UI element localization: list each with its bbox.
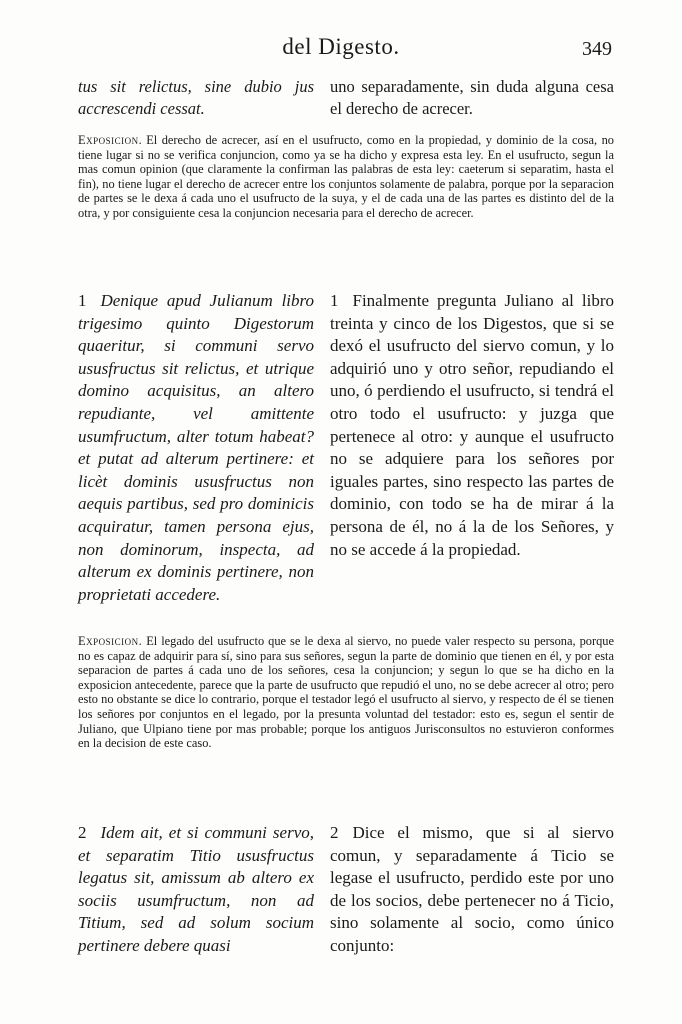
page-header	[0, 34, 682, 64]
spanish-column	[330, 290, 614, 561]
spanish-text: Finalmente pregunta Juliano al libro treinta y cinco de los Digestos, que si se dexó el usufructo del siervo comun, y lo adquirió uno y otro señor, repudiando el uno, ó perdiendo el usufructo, si tendrá el otro todo el usufructo: y juzga que pertenece al otro: y aunque el usufructo no se adquiere para los señores por iguales partes, sino respecto las partes de dominio, con todo se ha de mirar á la persona de él, no á la de los Señores, y no se accede á la propiedad.	[330, 291, 614, 559]
exposition-label: Exposicion.	[78, 634, 143, 648]
latin-column	[78, 76, 314, 120]
spanish-text: uno separadamente, sin duda alguna cesa el derecho de acrecer.	[330, 77, 614, 118]
latin-column	[78, 822, 314, 958]
spanish-column	[330, 76, 614, 120]
paragraph-number: 2	[78, 823, 87, 842]
exposition-label: Exposicion.	[78, 133, 143, 147]
exposition-text: El legado del usufructo que se le dexa al siervo, no puede valer respecto su persona, porque no es capaz de adquirir para sí, sino para sus señores, segun la parte de dominio que tienen en él, y por esta separacion de partes á cada uno de los señores, cesa la conjuncion; y segun lo que se ha dicho en la exposicion antecedente, parece que la parte de usufructo que repudió el uno, no se debe acrecer al otro; pero esto no obstante se dice lo contrario, porque el testador legó el usufructo al siervo, y respecto de él se tienen los señores por conjuntos en el legado, por la presunta voluntad del testador: esto es, segun el sentir de Juliano, que Ulpiano tiene por mas probable; porque los antiguos Jurisconsultos no estuvieron conformes en la decision de este caso.	[78, 634, 614, 751]
paragraph-number: 1	[78, 291, 87, 310]
exposition-text: El derecho de acrecer, así en el usufructo, como en la propiedad, y dominio de la cosa, no tiene lugar si no se verifica conjuncion, como ya se ha dicho y expresa esta ley. En el usufructo, segun la mas comun opinion (que claramente la confirman las palabras de esta ley: caeterum si separatim, hasta el fin), no tiene lugar el derecho de acrecer entre los conjuntos solamente de palabra, porque por la separacion de partes se le dexa á cada uno el usufructo de la suya, y el de cada una de las partes es distinto del de la otra, y por consiguiente cesa la conjuncion necesaria para el derecho de acrecer.	[78, 133, 614, 220]
parallel-section-2	[78, 822, 614, 962]
spanish-column	[330, 822, 614, 958]
latin-column	[78, 290, 314, 606]
latin-text: tus sit relictus, sine dubio jus accrescendi cessat.	[78, 77, 314, 118]
page-number: 349	[582, 38, 612, 60]
parallel-section-continuation	[78, 76, 614, 120]
latin-text: Idem ait, et si communi servo, et separatim Titio ususfructus legatus sit, amissum ab altero ex sociis usumfructum, non ad Titium, sed ad solum socium pertinere debere quasi	[78, 823, 314, 955]
exposition-block	[78, 133, 614, 221]
parallel-section-1	[78, 290, 614, 620]
latin-text: Denique apud Julianum libro trigesimo quinto Digestorum quaeritur, si communi servo ususfructus sit relictus, et utrique domino acquisitus, an altero repudiante, vel amittente usumfructum, alter totum habeat? et putat ad alterum pertinere: et licèt dominis ususfructus non aequis partibus, sed pro dominicis acquiratur, tamen persona ejus, non dominorum, inspecta, ad alterum ex dominis pertinere, non proprietati accedere.	[78, 291, 314, 604]
exposition-block	[78, 634, 614, 751]
running-title: del Digesto.	[282, 34, 400, 59]
spanish-text: Dice el mismo, que si al siervo comun, y separadamente á Ticio se legase el usufructo, perdido este por uno de los socios, debe pertenecer no á Ticio, sino solamente al socio, como único conjunto:	[330, 823, 614, 955]
paragraph-number: 1	[330, 291, 339, 310]
paragraph-number: 2	[330, 823, 339, 842]
